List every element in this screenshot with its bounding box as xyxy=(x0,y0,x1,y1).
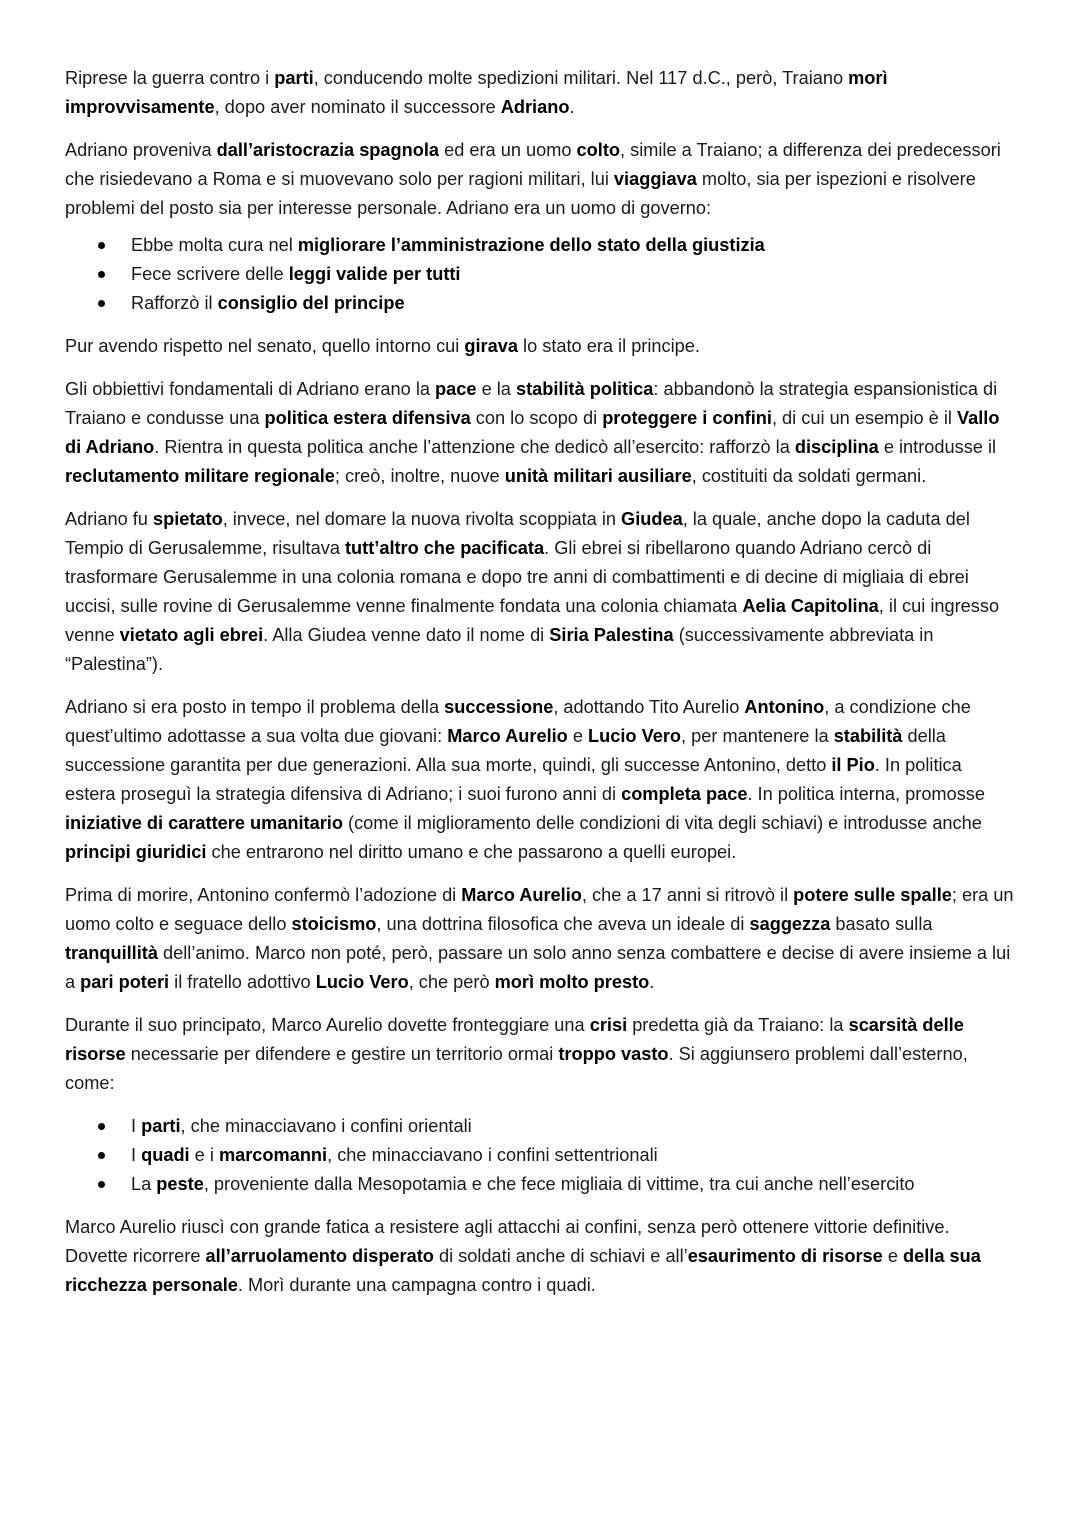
bold-text: completa pace xyxy=(621,784,748,804)
bold-text: parti xyxy=(141,1116,181,1136)
text-run: , dopo aver nominato il successore xyxy=(214,97,501,117)
bold-text: Siria Palestina xyxy=(549,625,674,645)
text-run: Rafforzò il xyxy=(131,293,218,313)
text-run: , che minacciavano i confini orientali xyxy=(180,1116,472,1136)
list-item xyxy=(65,289,1016,318)
bold-text: migliorare l’amministrazione dello stato della giustizia xyxy=(297,235,765,255)
paragraph-marco-aurelio xyxy=(65,881,1016,997)
text-run: . xyxy=(649,972,655,992)
text-run: I xyxy=(131,1145,142,1165)
text-run: , proveniente dalla Mesopotamia e che fece migliaia di vittime, tra cui anche nell’esercito xyxy=(203,1174,915,1194)
list-item xyxy=(65,1141,1016,1170)
paragraph-adriano-origins xyxy=(65,136,1016,223)
bold-text: Lucio Vero xyxy=(588,726,682,746)
text-run: . Alla Giudea venne dato il nome di xyxy=(263,625,550,645)
bold-text: della sua ricchezza personale xyxy=(65,1246,981,1295)
list-item xyxy=(65,1170,1016,1199)
text-run: Durante il suo principato, Marco Aurelio dovette fronteggiare una xyxy=(65,1015,590,1035)
bold-text: pace xyxy=(435,379,477,399)
text-run: e i xyxy=(189,1145,219,1165)
text-run: , adottando Tito Aurelio xyxy=(553,697,745,717)
text-run: il fratello adottivo xyxy=(169,972,316,992)
text-run: . In politica estera proseguì la strategia difensiva di Adriano; i suoi furono anni di xyxy=(65,755,962,804)
text-run: e la xyxy=(476,379,516,399)
text-run: I xyxy=(131,1116,142,1136)
text-run: , il cui ingresso venne xyxy=(65,596,1000,645)
bold-text: vietato agli ebrei xyxy=(119,625,264,645)
bold-text: consiglio del principe xyxy=(217,293,405,313)
bold-text: politica estera difensiva xyxy=(264,408,471,428)
bold-text: principi giuridici xyxy=(65,842,207,862)
bold-text: Lucio Vero xyxy=(315,972,409,992)
text-run: . xyxy=(569,97,575,117)
bold-text: Marco Aurelio xyxy=(461,885,582,905)
text-run: , che minacciavano i confini settentrionali xyxy=(327,1145,658,1165)
text-run: della successione garantita per due generazioni. Alla sua morte, quindi, gli successe Antonino, detto xyxy=(65,726,946,775)
bold-text: esaurimento di risorse xyxy=(687,1246,883,1266)
list-problemi-esterni xyxy=(65,1112,1016,1199)
text-run: , conducendo molte spedizioni militari. Nel 117 d.C., però, Traiano xyxy=(313,68,849,88)
bold-text: peste xyxy=(156,1174,204,1194)
text-run: , a condizione che quest’ultimo adottasse a sua volta due giovani: xyxy=(65,697,971,746)
bold-text: girava xyxy=(464,336,518,356)
list-adriano-governo xyxy=(65,231,1016,318)
text-run: ed era un uomo xyxy=(439,140,577,160)
text-run: (successivamente abbreviata in “Palestina”). xyxy=(65,625,934,674)
paragraph-traiano-death xyxy=(65,64,1016,122)
text-run: molto, sia per ispezioni e risolvere problemi del posto sia per interesse personale. Adriano era un uomo di governo: xyxy=(65,169,976,218)
text-run: che entrarono nel diritto umano e che passarono a quelli europei. xyxy=(206,842,737,862)
bold-text: parti xyxy=(274,68,314,88)
text-run: , che però xyxy=(408,972,495,992)
bold-text: crisi xyxy=(589,1015,628,1035)
bold-text: il Pio xyxy=(831,755,875,775)
paragraph-crisi xyxy=(65,1011,1016,1098)
bold-text: stoicismo xyxy=(291,914,377,934)
bullet-icon xyxy=(98,300,105,307)
bold-text: morì improvvisamente xyxy=(65,68,888,117)
text-run: Prima di morire, Antonino confermò l’adozione di xyxy=(65,885,462,905)
list-item xyxy=(65,231,1016,260)
text-run: con lo scopo di xyxy=(470,408,603,428)
text-run: . In politica interna, promosse xyxy=(747,784,986,804)
text-run: : abbandonò la strategia espansionistica di Traiano e condusse una xyxy=(65,379,998,428)
text-run: lo stato era il principe. xyxy=(517,336,700,356)
bold-text: iniziative di carattere umanitario xyxy=(65,813,343,833)
bullet-icon xyxy=(98,1181,105,1188)
text-run: Adriano fu xyxy=(65,509,153,529)
list-item xyxy=(65,260,1016,289)
text-run: ; creò, inoltre, nuove xyxy=(334,466,505,486)
bullet-icon xyxy=(98,1123,105,1130)
text-run: , la quale, anche dopo la caduta del Tempio di Gerusalemme, risultava xyxy=(65,509,970,558)
bold-text: morì molto presto xyxy=(494,972,650,992)
bold-text: successione xyxy=(444,697,554,717)
bold-text: Aelia Capitolina xyxy=(742,596,879,616)
text-run: . Rientra in questa politica anche l’attenzione che dedicò all’esercito: rafforzò la xyxy=(154,437,795,457)
bold-text: potere sulle spalle xyxy=(793,885,952,905)
text-run: , simile a Traiano; a differenza dei predecessori che risiedevano a Roma e si muovevano solo per ragioni militari, lui xyxy=(65,140,1001,189)
bold-text: viaggiava xyxy=(613,169,697,189)
bold-text: troppo vasto xyxy=(558,1044,669,1064)
bold-text: leggi valide per tutti xyxy=(288,264,461,284)
text-run: . Gli ebrei si ribellarono quando Adriano cercò di trasformare Gerusalemme in una colonia romana e dopo tre anni di combattimenti e di decine di migliaia di ebrei uccisi, sulle rovine di Gerusalemme venne finalmente fondata una colonia chiamata xyxy=(65,538,969,616)
list-item xyxy=(65,1112,1016,1141)
bold-text: quadi xyxy=(141,1145,190,1165)
text-run: necessarie per difendere e gestire un territorio ormai xyxy=(125,1044,559,1064)
bullet-icon xyxy=(98,271,105,278)
text-run: dell’animo. Marco non poté, però, passare un solo anno senza combattere e decise di avere insieme a lui a xyxy=(65,943,1011,992)
text-run: , una dottrina filosofica che aveva un ideale di xyxy=(376,914,750,934)
bold-text: Adriano xyxy=(500,97,570,117)
bullet-icon xyxy=(98,242,105,249)
bold-text: all’arruolamento disperato xyxy=(205,1246,434,1266)
bold-text: marcomanni xyxy=(218,1145,328,1165)
bold-text: tutt’altro che pacificata xyxy=(345,538,545,558)
text-run: Riprese la guerra contro i xyxy=(65,68,275,88)
text-run: Ebbe molta cura nel xyxy=(131,235,298,255)
text-run: Gli obbiettivi fondamentali di Adriano erano la xyxy=(65,379,436,399)
text-run: , invece, nel domare la nuova rivolta scoppiata in xyxy=(222,509,622,529)
paragraph-senato xyxy=(65,332,1016,361)
text-run: e xyxy=(567,726,589,746)
bold-text: Giudea xyxy=(621,509,683,529)
text-run: , di cui un esempio è il xyxy=(771,408,957,428)
bold-text: Vallo di Adriano xyxy=(65,408,1000,457)
bold-text: pari poteri xyxy=(80,972,170,992)
text-run: . Si aggiunsero problemi dall’esterno, come: xyxy=(65,1044,968,1093)
bold-text: Antonino xyxy=(744,697,825,717)
text-run: Adriano si era posto in tempo il problema della xyxy=(65,697,445,717)
bold-text: scarsità delle risorse xyxy=(65,1015,964,1064)
bullet-icon xyxy=(98,1152,105,1159)
paragraph-successione xyxy=(65,693,1016,867)
text-run: . Morì durante una campagna contro i quadi. xyxy=(237,1275,596,1295)
text-run: di soldati anche di schiavi e all’ xyxy=(433,1246,688,1266)
bold-text: stabilità politica xyxy=(515,379,654,399)
bold-text: dall’aristocrazia spagnola xyxy=(216,140,440,160)
text-run: , costituiti da soldati germani. xyxy=(691,466,927,486)
text-run: Marco Aurelio riuscì con grande fatica a resistere agli attacchi ai confini, senza però ottenere vittorie definitive. Dovette ricorrere xyxy=(65,1217,950,1266)
bold-text: tranquillità xyxy=(65,943,158,963)
paragraph-fine-marco-aurelio xyxy=(65,1213,1016,1300)
bold-text: spietato xyxy=(152,509,223,529)
bold-text: stabilità xyxy=(833,726,903,746)
bold-text: Marco Aurelio xyxy=(447,726,568,746)
text-run: , che a 17 anni si ritrovò il xyxy=(581,885,794,905)
bold-text: disciplina xyxy=(794,437,879,457)
text-run: (come il miglioramento delle condizioni di vita degli schiavi) e introdusse anche xyxy=(342,813,982,833)
text-run: La xyxy=(131,1174,157,1194)
text-run: e xyxy=(882,1246,904,1266)
bold-text: saggezza xyxy=(749,914,831,934)
text-run: e introdusse il xyxy=(878,437,997,457)
bold-text: unità militari ausiliare xyxy=(504,466,692,486)
text-run: Fece scrivere delle xyxy=(131,264,289,284)
text-run: predetta già da Traiano: la xyxy=(627,1015,849,1035)
paragraph-politica-estera xyxy=(65,375,1016,491)
text-run: ; era un uomo colto e seguace dello xyxy=(65,885,1014,934)
paragraph-giudea xyxy=(65,505,1016,679)
text-run: , per mantenere la xyxy=(681,726,834,746)
text-run: Adriano proveniva xyxy=(65,140,217,160)
text-run: Pur avendo rispetto nel senato, quello intorno cui xyxy=(65,336,465,356)
text-run: basato sulla xyxy=(830,914,933,934)
bold-text: reclutamento militare regionale xyxy=(65,466,335,486)
bold-text: colto xyxy=(576,140,620,160)
bold-text: proteggere i confini xyxy=(602,408,772,428)
